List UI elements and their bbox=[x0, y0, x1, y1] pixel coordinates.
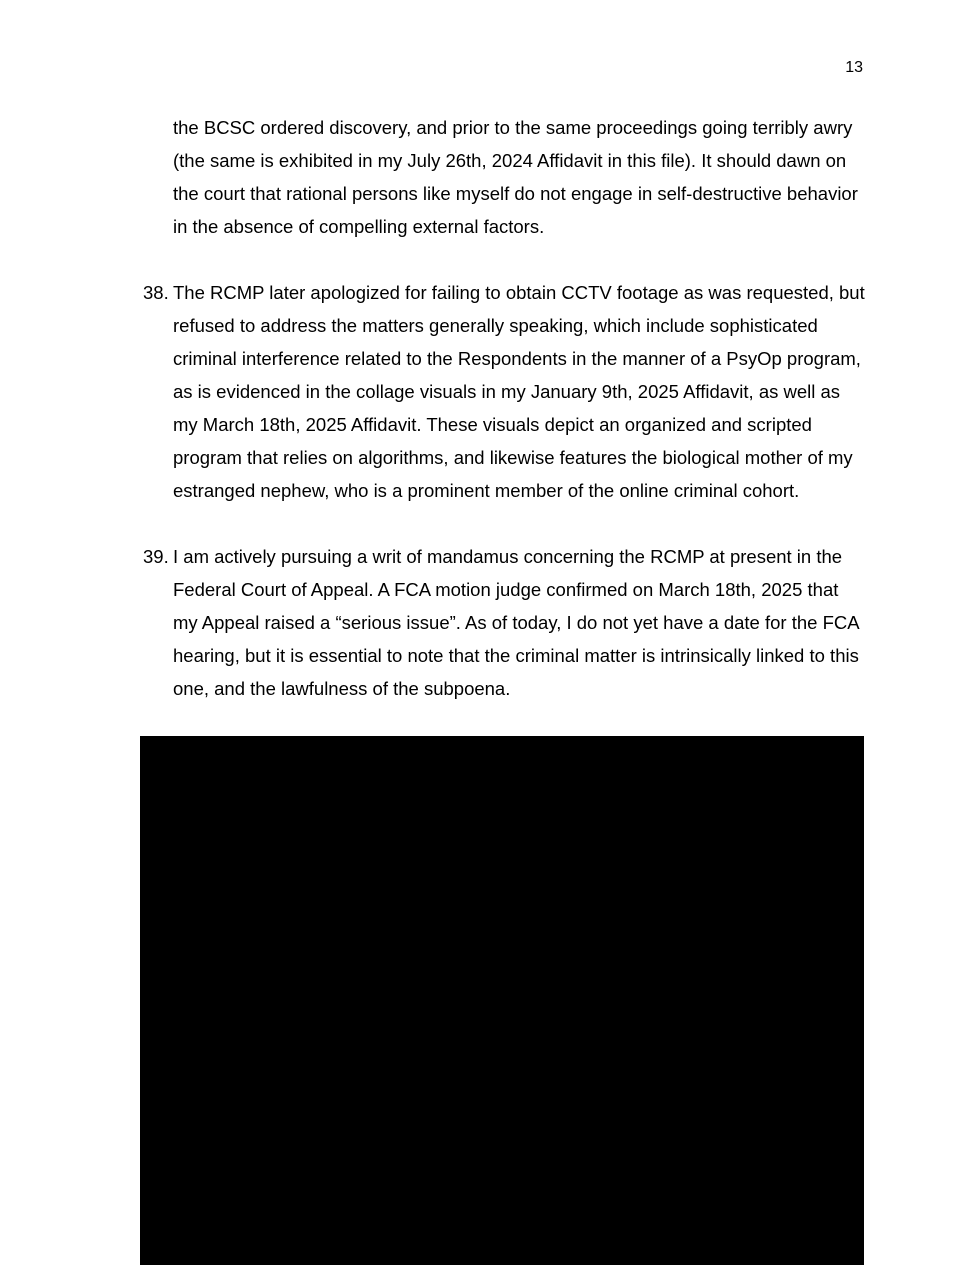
paragraph-39 bbox=[143, 540, 868, 705]
paragraph-text: I am actively pursuing a writ of mandamus concerning the RCMP at present in the Federal Court of Appeal. A FCA motion judge confirmed on March 18th, 2025 that my Appeal raised a “serious issue”. As of today, I do not yet have a date for the FCA hearing, but it is essential to note that the criminal matter is intrinsically linked to this one, and the lawfulness of the subpoena. bbox=[173, 546, 859, 699]
paragraph-number: 39. bbox=[143, 546, 169, 567]
page-number: 13 bbox=[845, 59, 863, 76]
paragraph-number: 38. bbox=[143, 282, 169, 303]
redaction-block bbox=[140, 736, 864, 1265]
paragraph-continued bbox=[143, 111, 868, 243]
paragraph-text: the BCSC ordered discovery, and prior to the same proceedings going terribly awry (the same is exhibited in my July 26th, 2024 Affidavit in this file). It should dawn on the court that rational persons like myself do not engage in self-destructive behavior in the absence of compelling external factors. bbox=[173, 117, 858, 237]
paragraph-text: The RCMP later apologized for failing to obtain CCTV footage as was requested, but refused to address the matters generally speaking, which include sophisticated criminal interference related to the Respondents in the manner of a PsyOp program, as is evidenced in the collage visuals in my January 9th, 2025 Affidavit, as well as my March 18th, 2025 Affidavit. These visuals depict an organized and scripted program that relies on algorithms, and likewise features the biological mother of my estranged nephew, who is a prominent member of the online criminal cohort. bbox=[173, 282, 865, 501]
paragraph-38 bbox=[143, 276, 868, 507]
document-body bbox=[143, 111, 868, 705]
